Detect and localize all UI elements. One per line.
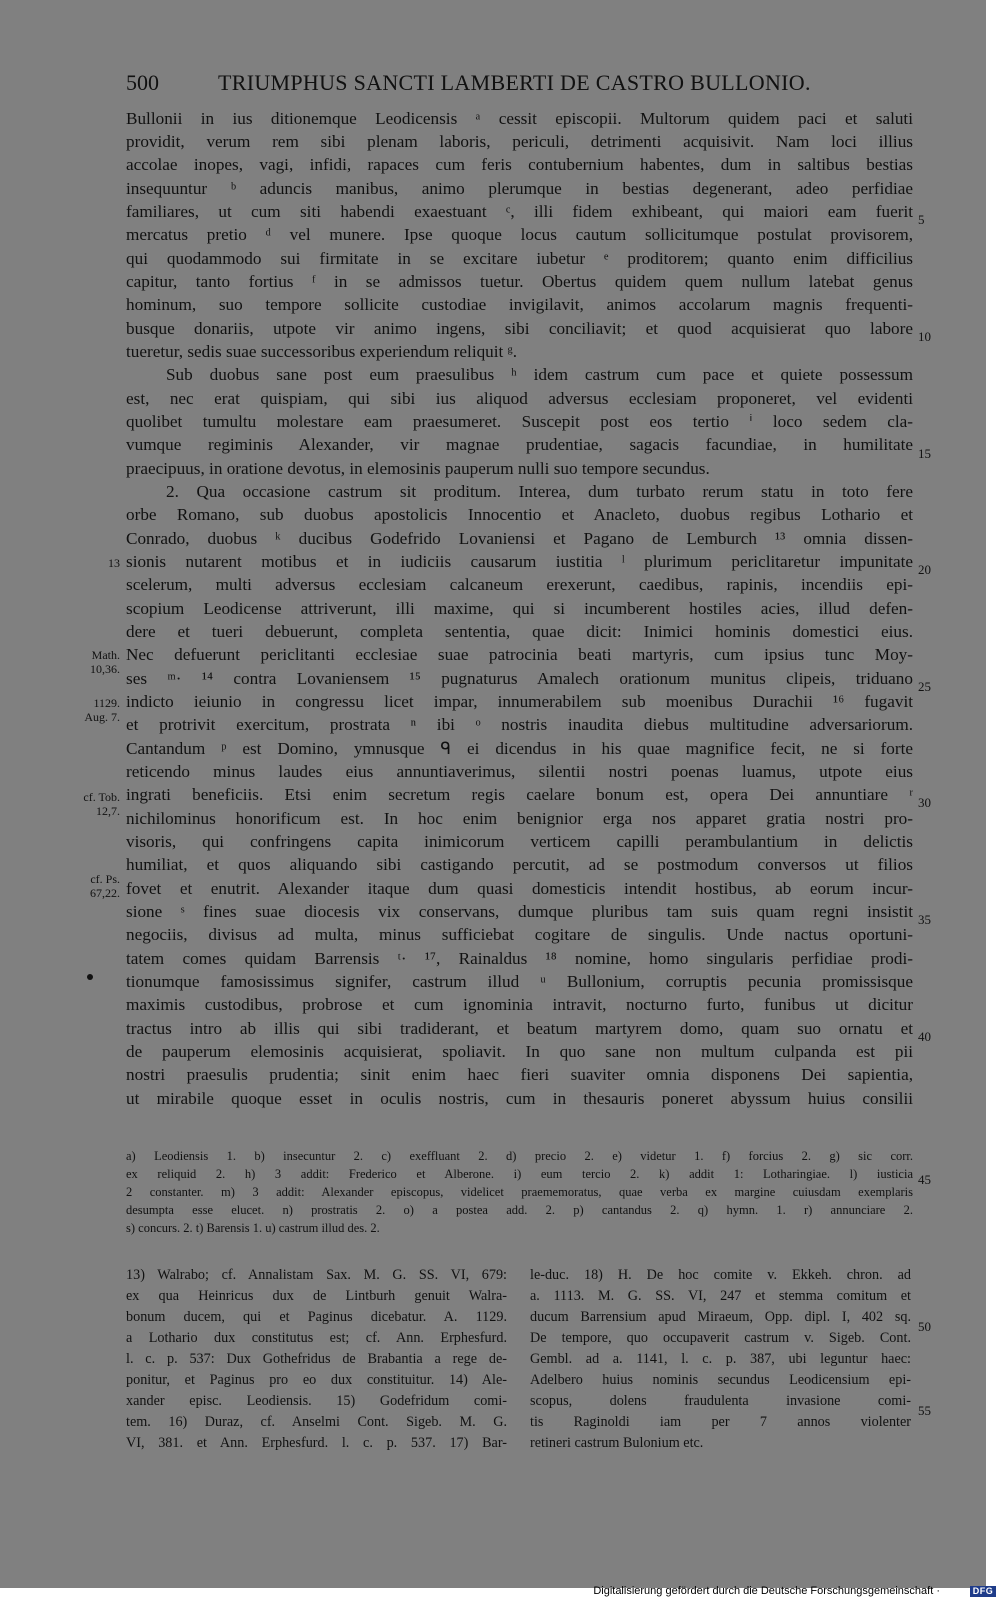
margin-note: 1129.: [93, 696, 120, 710]
text-line: Nec defuerunt periclitanti ecclesiae suae patrocinia beati martyris, cum ipsius tunc Moy-: [126, 645, 913, 664]
text-line: visoris, qui confringens capita inimicorum verticem capilli perambulantium in delictis: [126, 832, 913, 851]
dfg-logo: DFG: [970, 1586, 996, 1597]
text-line: mercatus pretio ᵈ vel munere. Ipse quoque locus cautum sollicitumque postulat provisorem,: [126, 225, 913, 244]
note-line: Adelbero huius nominis secundus Leodicensium epi-: [530, 1372, 911, 1388]
text-line: ingrati beneficiis. Etsi enim secretum regis caelare bonum est, opera Dei annuntiare ʳ: [126, 785, 913, 804]
note-line: a Lothario dux constitutus est; cf. Ann. Erphesfurd.: [126, 1330, 507, 1346]
variant-line: ex reliquid 2. h) 3 addit: Frederico et Alberone. i) eum tercio 2. k) addit 1: Lotharingiae. l) iusticia: [126, 1167, 913, 1181]
text-line: insequuntur ᵇ aduncis manibus, animo plerumque in bestias degenerant, adeo perfidiae: [126, 179, 913, 198]
text-line: hominum, suo tempore sollicite custodiae invigilavit, animos accolarum magnis frequenti-: [126, 295, 913, 314]
section-heading-line: 2. Qua occasione castrum sit proditum. Interea, dum turbato rerum statu in toto fere: [166, 482, 913, 501]
note-line: De tempore, quo occupaverit castrum v. Sigeb. Cont.: [530, 1330, 911, 1346]
note-line: 13) Walrabo; cf. Annalistam Sax. M. G. SS. VI, 679:: [126, 1267, 507, 1283]
margin-note: cf. Tob. 12,7.: [83, 790, 120, 818]
text-line: Bullonii in ius ditionemque Leodicensis ᵃ cessit episcopii. Multorum quidem paci et saluti: [126, 109, 913, 128]
text-line: nostri praesulis prudentia; sinit enim haec fieri suaviter omnia disponens Dei sapientia,: [126, 1065, 913, 1084]
text-line: scopium Leodicense attriverunt, illi maxime, qui si incumberent hostiles acies, illud defen-: [126, 599, 913, 618]
text-line: reticendo minus laudes eius annuntiaverimus, silentii nostri poenas luamus, utpote eius: [126, 762, 913, 781]
text-line: de pauperum elemosinis acquisierat, spoliavit. In quo sane non multum culpanda est pii: [126, 1042, 913, 1061]
line-number: 40: [918, 1029, 931, 1044]
note-line: Gembl. ad a. 1141, l. c. p. 387, ubi leguntur haec:: [530, 1351, 911, 1367]
digitization-credit: Digitalisierung gefördert durch die Deutsche Forschungsgemeinschaft ·: [593, 1585, 940, 1597]
text-line: ses ᵐ· ¹⁴ contra Lovaniensem ¹⁵ pugnaturus Amalech orationum munitus clipeis, triduano: [126, 669, 913, 688]
text-line: capitur, tanto fortius ᶠ in se admissos tuetur. Obertus quidem quem nullum latebat genus: [126, 272, 913, 291]
page-number: 500: [126, 70, 159, 95]
text-line: Cantandum ᵖ est Domino, ymnusque ᑫ ei dicendus in his quae magnifice fecit, ne si forte: [126, 739, 913, 758]
text-line: providit, verum rem sibi plenam laboris, periculi, detrimenti acquisivit. Nam loci illius: [126, 132, 913, 151]
text-line: humiliat, et quos aliquando sibi castigando percutit, ad se postmodum conversos ut filios: [126, 855, 913, 874]
text-line: sionis nutarent motibus et in iudiciis causarum iustitia ˡ plurimum periclitaretur impunitate: [126, 552, 913, 571]
page-header: [126, 66, 910, 100]
note-line: xander episc. Leodiensis. 15) Godefridum comi-: [126, 1393, 507, 1409]
text-line: maximis custodibus, probrose et cum ignominia intravit, nocturno furto, funibus ut dicitur: [126, 995, 913, 1014]
line-number: 35: [918, 912, 931, 927]
note-line: VI, 381. et Ann. Erphesfurd. l. c. p. 537. 17) Bar-: [126, 1435, 507, 1451]
text-line: vumque regiminis Alexander, vir magnae prudentiae, sagacis facundiae, in humilitate: [126, 435, 913, 454]
note-line: tis Raginoldi iam per 7 annos violenter: [530, 1414, 911, 1430]
text-line: tatem comes quidam Barrensis ᵗ· ¹⁷, Rainaldus ¹⁸ nomine, homo singularis perfidiae prodi-: [126, 949, 913, 968]
margin-note: cf. Ps. 67,22.: [90, 872, 120, 900]
line-number: 55: [918, 1403, 931, 1418]
text-line: ut mirabile quoque esset in oculis nostris, cum in thesauris poneret abyssum huius consilii: [126, 1089, 913, 1108]
line-number: 25: [918, 679, 931, 694]
text-line: accolae inopes, vagi, infidi, rapaces cum feris contubernium habentes, dum in saltibus bestias: [126, 155, 913, 174]
text-line: praecipuus, in oratione devotus, in elemosinis pauperum nulli suo tempore secundus.: [126, 459, 710, 478]
line-number: 50: [918, 1319, 931, 1334]
line-number: 45: [918, 1172, 931, 1187]
text-line: tueretur, sedis suae successoribus experiendum reliquit ᵍ.: [126, 342, 518, 361]
text-line: et protrivit exercitum, prostrata ⁿ ibi ᵒ nostris inaudita diebus multitudine adversariorum.: [126, 715, 913, 734]
margin-note: 13: [108, 556, 120, 570]
text-line: orbe Romano, sub duobus apostolicis Innocentio et Anacleto, duobus regibus Lothario et: [126, 505, 913, 524]
line-number: 15: [918, 446, 931, 461]
running-title: TRIUMPHUS SANCTI LAMBERTI DE CASTRO BULLONIO.: [218, 70, 811, 95]
margin-note: Math. 10,36.: [90, 648, 120, 676]
note-line: tem. 16) Duraz, cf. Anselmi Cont. Sigeb. M. G.: [126, 1414, 507, 1430]
text-line: busque donariis, utpote vir animo ingens, sibi conciliavit; et quod acquisierat quo labore: [126, 319, 913, 338]
line-number: 5: [918, 212, 925, 227]
text-line: familiares, ut cum siti habendi exaestuant ᶜ, illi fidem exhibeant, qui maiori eam fuerit: [126, 202, 913, 221]
text-line: tionumque famosissimus signifer, castrum illud ᵘ Bullonium, corruptis pecunia promissisque: [126, 972, 913, 991]
note-line: ducum Barrensium apud Miraeum, Opp. dipl. I, 402 sq.: [530, 1309, 911, 1325]
note-line: ponitur, et Paginus pro eo dux constituitur. 14) Ale-: [126, 1372, 507, 1388]
text-line: sione ˢ fines suae diocesis vix conservans, dumque pluribus tam suis quam regni insistit: [126, 902, 913, 921]
text-line: nichilominus honorificum est. In hoc enim benignior erga nos apparet gratia nostri pro-: [126, 809, 913, 828]
text-line: Sub duobus sane post eum praesulibus ʰ idem castrum cum pace et quiete possessum: [166, 365, 913, 384]
text-line: quolibet tumultu molestare eam praesumeret. Suscepit post eos tertio ⁱ loco sedem cla-: [126, 412, 913, 431]
note-line: a. 1113. M. G. SS. VI, 247 et stemma comitum et: [530, 1288, 911, 1304]
text-line: dere et tueri debuerunt, completa sententia, quae dicit: Inimici hominis domestici eius.: [126, 622, 913, 641]
line-number: 30: [918, 795, 931, 810]
variant-line: 2 constanter. m) 3 addit: Alexander episcopus, videlicet praememoratus, quae verba ex margine cuiusdam exemplaris: [126, 1185, 913, 1199]
text-line: scelerum, multi adversus ecclesiam calcaneum erexerunt, caedibus, rapinis, incendiis epi-: [126, 575, 913, 594]
note-line: le-duc. 18) H. De hoc comite v. Ekkeh. chron. ad: [530, 1267, 911, 1283]
note-line: retineri castrum Bulonium etc.: [530, 1435, 704, 1451]
note-line: ex qua Heinricus dux de Lintburh genuit Walra-: [126, 1288, 507, 1304]
variant-line: desumpta esse elucet. n) prostratis 2. o) a postea add. 2. p) cantandus 2. q) hymn. 1. r) annunciare 2.: [126, 1203, 913, 1217]
text-line: fovet et enutrit. Alexander itaque dum quasi domesticis intendit hostibus, ab eorum incur-: [126, 879, 913, 898]
margin-note: Aug. 7.: [84, 710, 120, 724]
variant-line: s) concurs. 2. t) Barensis 1. u) castrum illud des. 2.: [126, 1221, 380, 1235]
text-line: qui quodammodo sui firmitate in se excitare iubetur ᵉ proditorem; quanto enim difficilius: [126, 249, 913, 268]
text-line: negociis, divisus ad multa, minus sufficiebat cogitare de singulis. Unde nactus oportuni-: [126, 925, 913, 944]
margin-dot: [87, 974, 93, 980]
note-line: scopus, dolens fraudulenta invasione comi-: [530, 1393, 911, 1409]
line-number: 20: [918, 562, 931, 577]
text-line: Conrado, duobus ᵏ ducibus Godefrido Lovaniensi et Pagano de Lemburch ¹³ omnia dissen-: [126, 529, 913, 548]
note-line: l. c. p. 537: Dux Gothefridus de Brabantia a rege de-: [126, 1351, 507, 1367]
text-line: tractus intro ab illis qui sibi tradiderant, et beatum martyrem domo, quam suo ornatu et: [126, 1019, 913, 1038]
note-line: bonum ducem, qui et Paginus dicebatur. A. 1129.: [126, 1309, 507, 1325]
text-line: est, nec erat quispiam, qui sibi ius aliquod adversus ecclesiam proponeret, vel evidenti: [126, 389, 913, 408]
text-line: indicto ieiunio in congressu licet impar, innumerabilem sub moenibus Durachii ¹⁶ fugavit: [126, 692, 913, 711]
variant-line: a) Leodiensis 1. b) insecuntur 2. c) exeffluant 2. d) precio 2. e) videtur 1. f) forcius 2. g) sic corr.: [126, 1149, 913, 1163]
line-number: 10: [918, 329, 931, 344]
